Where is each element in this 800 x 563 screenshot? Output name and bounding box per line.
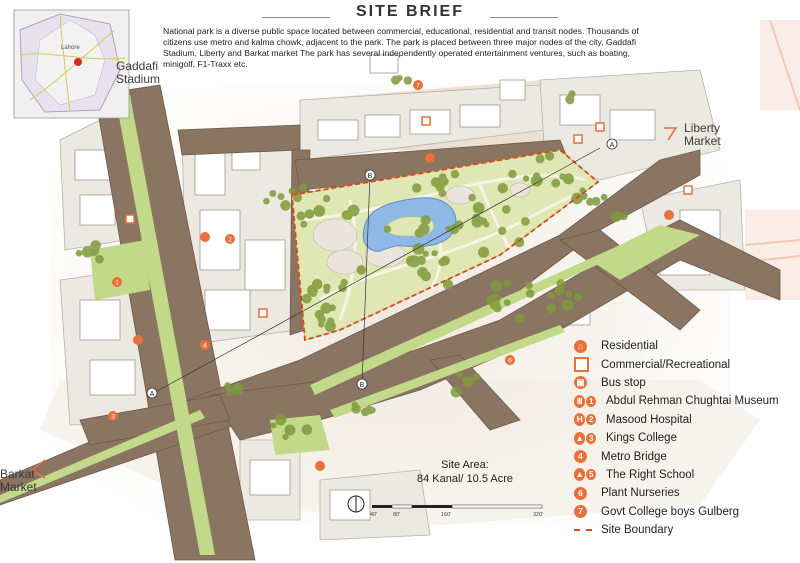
- square-icon: [574, 357, 589, 372]
- tree: [523, 175, 529, 181]
- scale-tick-160: 160': [441, 512, 452, 518]
- tree: [514, 237, 524, 247]
- house-icon: ⌂: [574, 340, 587, 353]
- tree: [565, 291, 572, 298]
- tree: [384, 225, 391, 232]
- tree: [548, 292, 555, 299]
- poi-square-icon: [422, 117, 430, 125]
- tree: [345, 212, 352, 219]
- tree: [473, 202, 485, 214]
- title-rule-right: [490, 17, 558, 18]
- poi-number: 7: [416, 82, 420, 90]
- legend-number: 1: [586, 396, 596, 407]
- legend-item-site-boundary: [574, 521, 800, 539]
- section-marker-a-top: [607, 139, 617, 149]
- poi-number-marker: [112, 277, 122, 287]
- poi-number-marker: [200, 340, 210, 350]
- page-title: SITE BRIEF: [355, 3, 464, 20]
- tree: [498, 183, 508, 193]
- tree: [436, 183, 445, 192]
- tree: [413, 243, 425, 255]
- tree: [280, 200, 291, 211]
- tree: [561, 300, 573, 312]
- tree: [566, 175, 573, 182]
- scale-tick-80: 80': [393, 512, 401, 518]
- tree: [533, 172, 540, 179]
- number-icon: 7: [574, 505, 587, 518]
- poi-number-marker: [505, 355, 515, 365]
- tree: [369, 407, 376, 414]
- scale-tick-320: 320': [533, 512, 544, 518]
- tree: [526, 289, 534, 297]
- tree: [547, 304, 556, 313]
- section-label-b-bottom: B: [359, 382, 365, 389]
- legend-item-residential: [574, 337, 800, 355]
- legend-label: Metro Bridge: [601, 450, 667, 463]
- graduation-cap-icon: ▲: [575, 432, 584, 443]
- dashed-line-icon: [574, 529, 592, 531]
- tree: [270, 422, 276, 428]
- museum-icon: Ⅲ: [574, 395, 585, 408]
- legend-label: Site Boundary: [601, 524, 674, 537]
- tree: [95, 255, 104, 264]
- poi-number: 1: [115, 279, 119, 287]
- liberty-market-label: [684, 122, 721, 148]
- tree: [297, 211, 306, 220]
- poi-number-marker: [225, 234, 235, 244]
- legend-number: 2: [586, 414, 596, 425]
- legend-label: Kings College: [606, 432, 677, 445]
- tree: [503, 280, 511, 288]
- square-icon: [422, 117, 430, 125]
- poi-house-icon: [425, 153, 435, 163]
- poi-hospital-icon: [133, 335, 143, 345]
- tree: [559, 173, 565, 179]
- hospital-icon: [133, 335, 143, 345]
- tree: [451, 387, 462, 398]
- tree: [457, 372, 463, 378]
- tree: [278, 193, 285, 200]
- site-area-label: [410, 458, 520, 486]
- legend-item-kings-college: [574, 429, 800, 447]
- tree: [502, 205, 511, 214]
- tree: [574, 293, 582, 301]
- tree: [473, 373, 480, 380]
- number-icon: 4: [574, 450, 587, 463]
- site-brief-text: National park is a diverse public space located between commercial, educational, residential and transit nodes. Thousands of citizens use metro and kalma chowk, adjacent to the park. The park is placed between three major nodes of the city, Gaddafi Stadium, Liberty and Barkat market The park has several independently operated entertainment ventures, such as boating, minigolf, F1-Traxx etc.: [163, 26, 639, 69]
- tree: [323, 195, 330, 202]
- tree: [411, 256, 419, 264]
- poi-graduation-cap-icon: [315, 461, 325, 471]
- tree: [417, 267, 428, 278]
- legend-label: Bus stop: [601, 376, 646, 389]
- tree: [451, 170, 459, 178]
- legend-item-right-school: [574, 466, 800, 484]
- poi-square-icon: [684, 186, 692, 194]
- legend-item-bus-stop: [574, 374, 800, 392]
- legend-label: The Right School: [606, 468, 695, 481]
- section-label-a: A: [149, 391, 155, 398]
- tree: [490, 293, 500, 303]
- site-location-dot: [74, 58, 82, 66]
- scale-bar: [372, 505, 542, 508]
- tree: [300, 221, 307, 228]
- tree: [86, 246, 93, 253]
- tree: [302, 424, 313, 435]
- inset-city-label: Lahore: [61, 45, 80, 51]
- tree: [391, 76, 400, 85]
- legend-label: Abdul Rehman Chughtai Museum: [606, 395, 779, 408]
- graduation-cap-icon: ▲: [575, 469, 584, 480]
- tree: [418, 223, 429, 234]
- poi-graduation-cap-icon: [664, 210, 674, 220]
- tree: [404, 76, 413, 85]
- gaddafi-line1: Gaddafi: [116, 59, 159, 73]
- tree: [536, 154, 545, 163]
- legend-number: 3: [586, 433, 596, 444]
- poi-square-icon: [574, 135, 582, 143]
- legend-label: Commercial/Recreational: [601, 358, 731, 371]
- barkat-line1: Barkat: [0, 467, 35, 481]
- site-area-line2: 84 Kanal/ 10.5 Acre: [416, 473, 513, 485]
- poi-square-icon: [126, 215, 134, 223]
- tree: [508, 170, 516, 178]
- inset-location-map: [14, 10, 129, 118]
- legend-item-museum: [574, 392, 800, 410]
- tree: [436, 177, 442, 183]
- tree: [269, 190, 276, 197]
- legend-item-commercial: [574, 355, 800, 373]
- barkat-market-label: [0, 468, 37, 494]
- section-label-a-top: A: [609, 142, 615, 149]
- tree: [504, 299, 511, 306]
- tree: [299, 183, 307, 191]
- tree: [551, 179, 560, 188]
- legend-item-hospital: [574, 411, 800, 429]
- tree: [475, 216, 485, 226]
- title-rule-left: [262, 17, 330, 18]
- tree: [275, 414, 286, 425]
- tree: [525, 281, 533, 289]
- hospital-icon: H: [574, 413, 585, 426]
- square-icon: [259, 309, 267, 317]
- tree: [356, 265, 366, 275]
- graduation-cap-icon: [315, 461, 325, 471]
- tree: [226, 388, 234, 396]
- legend-item-metro-bridge: [574, 447, 800, 465]
- section-marker-b-bottom: [357, 379, 367, 389]
- poi-square-icon: [596, 123, 604, 131]
- tree: [313, 205, 325, 217]
- square-icon: [126, 215, 134, 223]
- tree: [478, 247, 489, 258]
- tree: [412, 183, 421, 192]
- poi-square-icon: [259, 309, 267, 317]
- tree: [423, 251, 429, 257]
- poi-number: 4: [203, 342, 207, 350]
- tree: [432, 250, 438, 256]
- tree: [324, 288, 330, 294]
- poi-number-marker: [108, 411, 118, 421]
- legend-label: Residential: [601, 340, 658, 353]
- poi-bus-icon: [200, 232, 210, 242]
- poi-number: 3: [111, 413, 115, 421]
- legend-item-govt-college: [574, 503, 800, 521]
- tree: [282, 434, 288, 440]
- tree: [601, 194, 608, 201]
- legend: [574, 337, 800, 539]
- tree: [566, 96, 575, 105]
- poi-number: 2: [228, 236, 232, 244]
- tree: [592, 197, 601, 206]
- gaddafi-line2: Stadium: [116, 72, 161, 86]
- tree: [515, 314, 525, 324]
- section-marker-a: [147, 388, 157, 398]
- tree: [449, 224, 459, 234]
- tree: [352, 402, 359, 409]
- square-icon: [574, 135, 582, 143]
- tree: [361, 408, 370, 417]
- tree: [327, 317, 335, 325]
- poi-number: 6: [508, 357, 512, 365]
- section-marker-b: [365, 170, 375, 180]
- tree: [318, 322, 324, 328]
- bus-icon: ▣: [574, 376, 587, 389]
- graduation-cap-icon: [664, 210, 674, 220]
- liberty-line2: Market: [684, 134, 721, 148]
- tree: [263, 198, 270, 205]
- tree: [494, 304, 502, 312]
- legend-number: 5: [586, 469, 596, 480]
- square-icon: [596, 123, 604, 131]
- legend-label: Govt College boys Gulberg: [601, 505, 740, 518]
- number-icon: 6: [574, 487, 587, 500]
- legend-item-plant-nurseries: [574, 484, 800, 502]
- site-area-line1: Site Area:: [441, 459, 489, 471]
- tree: [76, 250, 83, 257]
- tree: [556, 279, 565, 288]
- gaddafi-stadium-label: [116, 60, 160, 86]
- tree: [440, 256, 450, 266]
- bus-icon: [200, 232, 210, 242]
- tree: [463, 379, 472, 388]
- liberty-line1: Liberty: [684, 121, 721, 135]
- section-label-b: B: [367, 173, 373, 180]
- tree: [289, 188, 296, 195]
- legend-label: Masood Hospital: [606, 413, 692, 426]
- tree: [305, 209, 314, 218]
- scale-tick-40: 40': [370, 512, 378, 518]
- legend-label: Plant Nurseries: [601, 487, 680, 500]
- square-icon: [684, 186, 692, 194]
- tree: [498, 227, 506, 235]
- tree: [468, 194, 476, 202]
- tree: [310, 289, 318, 297]
- tree: [611, 211, 622, 222]
- tree: [521, 217, 530, 226]
- barkat-line2: Market: [0, 480, 37, 494]
- tree: [490, 280, 502, 292]
- poi-number-marker: [413, 80, 423, 90]
- house-icon: [425, 153, 435, 163]
